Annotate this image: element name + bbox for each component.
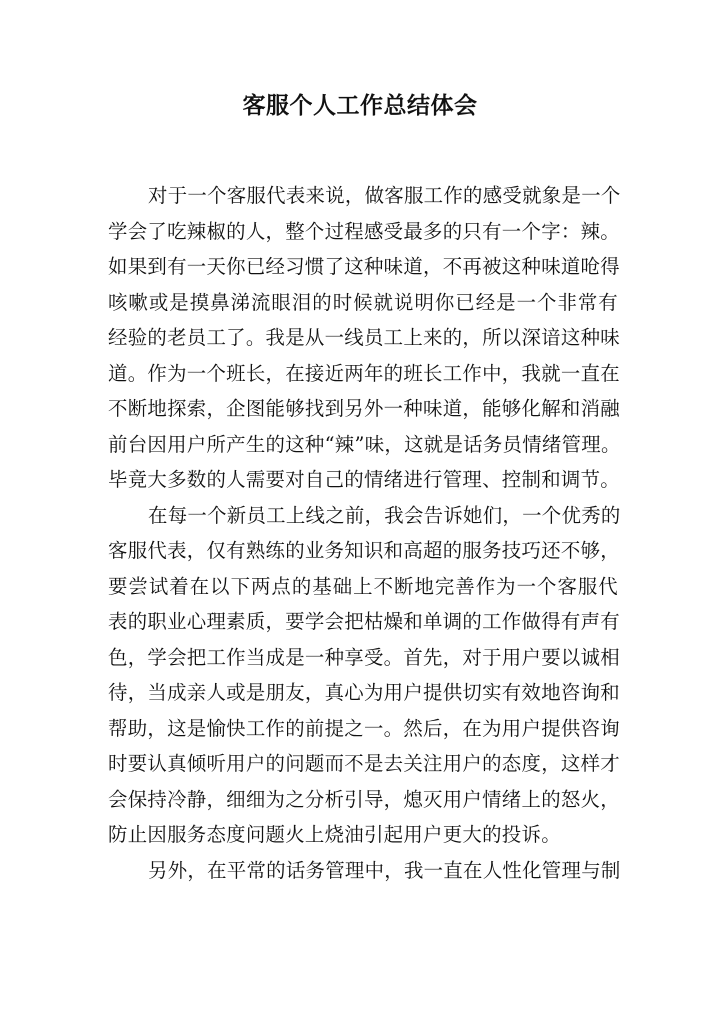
- paragraph-line: 待，当成亲人或是朋友，真心为用户提供切实有效地咨询和: [108, 681, 620, 704]
- paragraph-line: 另外，在平常的话务管理中，我一直在人性化管理与制: [148, 858, 621, 882]
- document-title: 客服个人工作总结体会: [242, 93, 478, 119]
- paragraph-line: 不断地探索，企图能够找到另外一种味道，能够化解和消融: [108, 397, 620, 420]
- paragraph-line: 客服代表，仅有熟练的业务知识和高超的服务技巧还不够，: [108, 539, 620, 562]
- paragraph-line: 如果到有一天你已经习惯了这种味道，不再被这种味道呛得: [108, 255, 620, 278]
- paragraph-line: 咳嗽或是摸鼻涕流眼泪的时候就说明你已经是一个非常有: [108, 290, 618, 314]
- paragraph-line: 道。作为一个班长，在接近两年的班长工作中，我就一直在: [108, 361, 620, 385]
- paragraph-line: 毕竟大多数的人需要对自己的情绪进行管理、控制和调节。: [108, 468, 620, 491]
- paragraph-line: 要尝试着在以下两点的基础上不断地完善作为一个客服代: [108, 574, 618, 598]
- paragraph-line: 经验的老员工了。我是从一线员工上来的，所以深谙这种味: [108, 326, 620, 349]
- document-body: [108, 178, 621, 888]
- paragraph-line: 学会了吃辣椒的人，整个过程感受最多的只有一个字：辣。: [108, 219, 620, 243]
- paragraph-line: 时要认真倾听用户的问题而不是去关注用户的态度，这样才: [108, 752, 620, 775]
- paragraph-line: 会保持冷静，细细为之分析引导，熄灭用户情绪上的怒火，: [108, 787, 620, 811]
- paragraph-line: 对于一个客服代表来说，做客服工作的感受就象是一个: [148, 184, 621, 207]
- paragraph-line: 在每一个新员工上线之前，我会告诉她们，一个优秀的: [148, 503, 621, 527]
- paragraph-line: 帮助，这是愉快工作的前提之一。然后，在为用户提供咨询: [108, 716, 620, 740]
- paragraph-line: 表的职业心理素质，要学会把枯燥和单调的工作做得有声有: [108, 610, 620, 633]
- paragraph-line: 防止因服务态度问题火上烧油引起用户更大的投诉。: [108, 823, 561, 846]
- paragraph-line: 色，学会把工作当成是一种享受。首先，对于用户要以诚相: [108, 645, 620, 669]
- paragraph-line: 前台因用户所产生的这种“辣”味，这就是话务员情绪管理。: [108, 432, 621, 456]
